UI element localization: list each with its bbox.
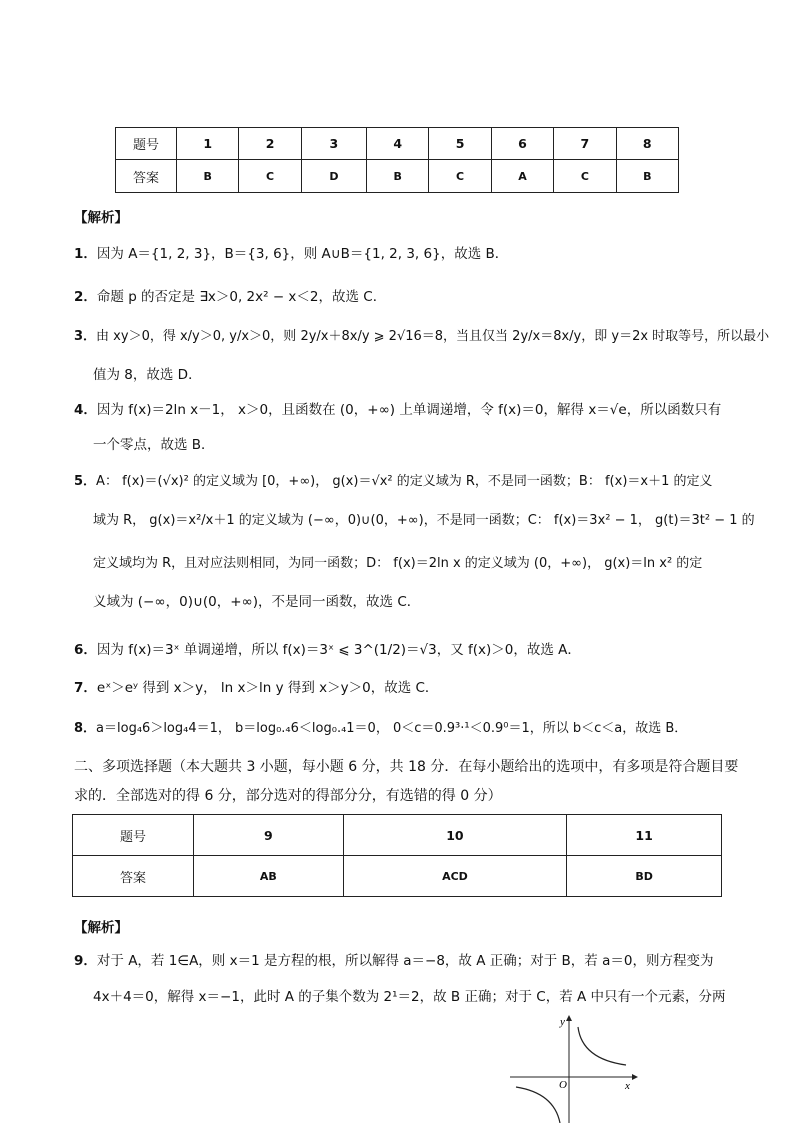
question-number: 5 [429, 128, 491, 160]
question-number: 6 [491, 128, 553, 160]
solution-5 [74, 472, 713, 492]
table-row-numbers [116, 128, 679, 160]
solution-number: 9． [74, 953, 97, 969]
answer-cell: B [366, 160, 428, 193]
answer-cell: C [239, 160, 301, 193]
answer-cell: D [301, 160, 366, 193]
x-axis-label: x [625, 1080, 630, 1092]
answer-cell: C [429, 160, 491, 193]
solution-number: 4． [74, 402, 97, 418]
hyperbola-graph [508, 1015, 638, 1123]
solution-number: 6． [74, 642, 97, 658]
question-number: 10 [343, 815, 566, 856]
solution-text: a＝log₄6＞log₄4＝1， b＝log₀.₄6＜log₀.₄1＝0， 0＜c＝0.9³·¹＜0.9⁰＝1，所以 b＜c＜a，故选 B． [96, 721, 688, 736]
solution-2 [74, 287, 386, 307]
solution-4 [74, 400, 721, 420]
solution-3 [74, 327, 769, 347]
table-row-numbers [73, 815, 722, 856]
solution-text: A： f(x)＝(√x)² 的定义域为 [0，+∞)， g(x)＝√x² 的定义域为 R，不是同一函数；B： f(x)＝x＋1 的定义 [96, 474, 713, 489]
solution-text: eˣ＞eʸ 得到 x＞y， ln x＞ln y 得到 x＞y＞0，故选 C． [96, 680, 439, 696]
solution-text: 对于 A，若 1∈A，则 x＝1 是方程的根，所以解得 a＝−8，故 A 正确；对于 B，若 a＝0，则方程变为 [96, 953, 714, 969]
solution-5-cont-3: 义域为 (−∞，0)∪(0，+∞)，不是同一函数，故选 C． [93, 594, 421, 610]
solution-number: 5． [74, 474, 97, 489]
solution-5-cont-1: 域为 R， g(x)＝x²/x＋1 的定义域为 (−∞，0)∪(0，+∞)，不是同一函数；C： f(x)＝3x² − 1， g(t)＝3t² − 1 的 [93, 513, 755, 528]
solution-text: 由 xy＞0，得 x/y＞0, y/x＞0，则 2y/x＋8x/y ⩾ 2√16＝8，当且仅当 2y/x＝8x/y，即 y＝2x 时取等号，所以最小 [96, 329, 770, 344]
answer-cell: AB [194, 856, 344, 897]
table-row-answers [73, 856, 722, 897]
question-number: 9 [194, 815, 344, 856]
question-number: 11 [567, 815, 722, 856]
solution-1 [74, 244, 508, 264]
solution-9 [74, 951, 713, 971]
analysis-heading-1: 【解析】 [74, 210, 128, 226]
solution-text: 因为 f(x)＝2ln x－1， x＞0，且函数在 (0，+∞) 上单调递增，令 f(x)＝0，解得 x＝√e，所以函数只有 [96, 402, 722, 418]
answer-cell: A [491, 160, 553, 193]
question-number: 4 [366, 128, 428, 160]
answer-cell: B [616, 160, 678, 193]
answer-cell: BD [567, 856, 722, 897]
solution-number: 1． [74, 246, 97, 262]
section-2-title: 二、多项选择题（本大题共 3 小题，每小题 6 分，共 18 分．在每小题给出的选项中，有多项是符合题目要 [74, 759, 739, 775]
solution-6 [74, 640, 581, 660]
answer-label: 答案 [73, 856, 194, 897]
analysis-heading-2: 【解析】 [74, 920, 128, 936]
question-number: 2 [239, 128, 301, 160]
header-label: 题号 [73, 815, 194, 856]
solution-8 [74, 719, 687, 739]
solution-number: 7． [74, 680, 97, 696]
solution-9-cont: 4x＋4＝0，解得 x＝−1，此时 A 的子集个数为 2¹＝2，故 B 正确；对于 C，若 A 中只有一个元素，分两 [93, 989, 726, 1005]
question-number: 7 [554, 128, 616, 160]
solution-text: 因为 A＝{1, 2, 3}，B＝{3, 6}，则 A∪B＝{1, 2, 3, 6}，故选 B． [96, 246, 509, 262]
answer-cell: C [554, 160, 616, 193]
question-number: 3 [301, 128, 366, 160]
solution-number: 8． [74, 721, 97, 736]
question-number: 1 [177, 128, 239, 160]
answer-cell: B [177, 160, 239, 193]
solution-text: 命题 p 的否定是 ∃x＞0, 2x² − x＜2，故选 C． [96, 289, 387, 305]
solution-7 [74, 678, 438, 698]
answer-table-1 [115, 127, 679, 193]
answer-label: 答案 [116, 160, 177, 193]
solution-4-cont: 一个零点，故选 B． [93, 437, 215, 453]
y-axis-label: y [560, 1016, 565, 1028]
section-2-title-cont: 求的．全部选对的得 6 分，部分选对的得部分分，有选错的得 0 分） [74, 788, 502, 804]
header-label: 题号 [116, 128, 177, 160]
solution-5-cont-2: 定义域均为 R，且对应法则相同，为同一函数；D： f(x)＝2ln x 的定义域为 (0，+∞)， g(x)＝ln x² 的定 [93, 556, 703, 571]
solution-number: 3． [74, 329, 97, 344]
table-row-answers [116, 160, 679, 193]
question-number: 8 [616, 128, 678, 160]
answer-cell: ACD [343, 856, 566, 897]
solution-3-cont: 值为 8，故选 D． [93, 367, 202, 383]
answer-table-2 [72, 814, 722, 897]
solution-text: 因为 f(x)＝3ˣ 单调递增，所以 f(x)＝3ˣ ⩽ 3^(1/2)＝√3，又 f(x)＞0，故选 A． [96, 642, 581, 658]
origin-label: O [559, 1079, 567, 1091]
solution-number: 2． [74, 289, 97, 305]
